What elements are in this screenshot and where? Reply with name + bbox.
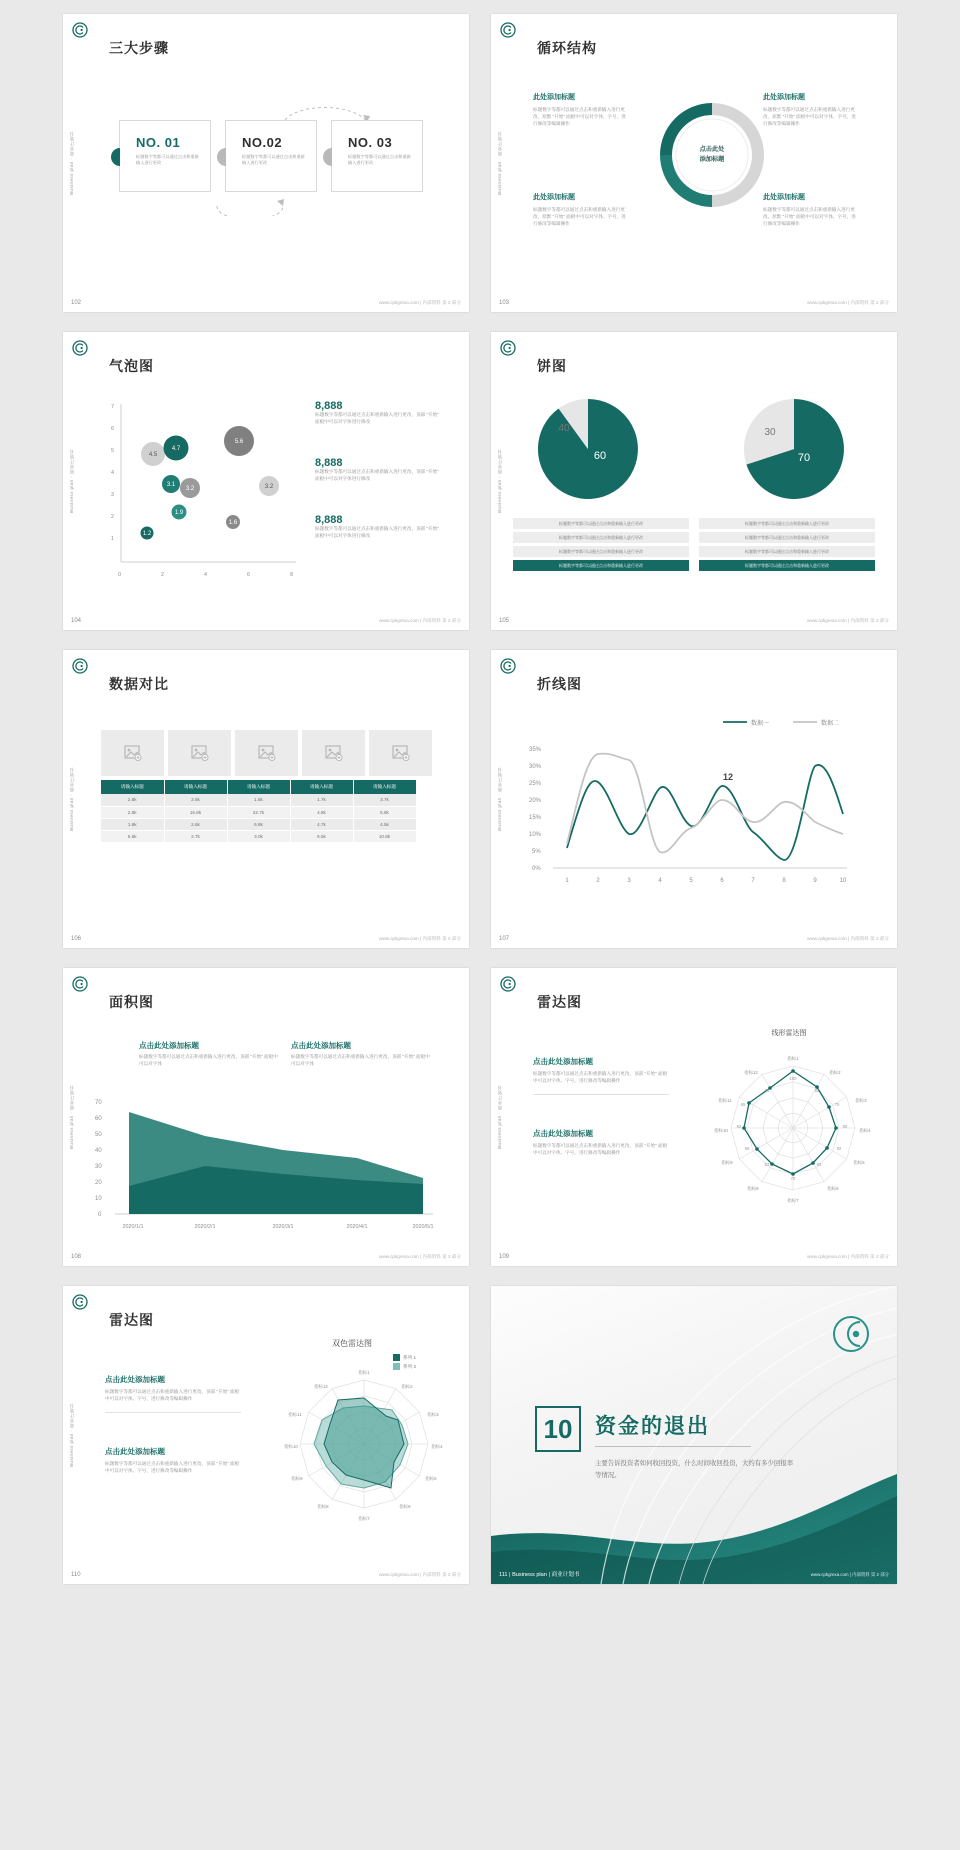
page-title: 面积图 xyxy=(109,994,154,1010)
svg-text:100: 100 xyxy=(789,1076,797,1081)
side-label: Business plan · 商业计划书 xyxy=(497,448,502,514)
footer-note: www.cpkgrexa.com | 内部资料 第 2 部分 xyxy=(379,936,461,941)
step-card-2[interactable] xyxy=(225,120,317,192)
svg-text:指标3: 指标3 xyxy=(427,1412,439,1417)
svg-text:6: 6 xyxy=(247,572,250,578)
svg-text:指标6: 指标6 xyxy=(827,1186,839,1191)
legend-item[interactable]: 标题数字等都可以通过点击和重新输入进行更改 xyxy=(699,532,875,543)
pie-legend-right xyxy=(699,518,875,574)
svg-text:1.2: 1.2 xyxy=(142,531,152,537)
svg-text:4.5: 4.5 xyxy=(148,452,158,458)
svg-text:2020/2/1: 2020/2/1 xyxy=(194,1224,216,1230)
cover-footer-note: www.cpkgrexa.com | 内部资料 第 2 部分 xyxy=(810,1572,889,1577)
stat-1-desc: 标题数字等都可以通过点击和重新输入进行更改，顶部 “开始” 面板中可以对字体进行修改 xyxy=(315,412,439,424)
table-cell: 3.0k xyxy=(227,830,290,842)
table-header-cell[interactable]: 请输入标题 xyxy=(101,780,164,794)
radar2-block-2[interactable] xyxy=(105,1446,241,1475)
side-label: Business plan · 商业计划书 xyxy=(69,130,74,196)
radar2-block-1-desc: 标题数字等都可以通过点击和重新输入进行更改，顶部 “开始” 面板中可以对字体、字号，进行修改等编辑操作 xyxy=(105,1389,240,1401)
svg-text:83: 83 xyxy=(764,1162,770,1167)
page-title: 循环结构 xyxy=(537,40,597,56)
page-number: 102 xyxy=(71,300,82,306)
legend-item-active[interactable]: 标题数字等都可以通过点击和重新输入进行更改 xyxy=(699,560,875,571)
svg-text:15%: 15% xyxy=(529,815,542,821)
image-placeholder[interactable] xyxy=(369,730,432,776)
section-desc: 主要告诉投资者如何收回投资，什么时间收回投资，大约有多少回报率等情况。 xyxy=(595,1460,794,1480)
step-number-3: NO. 03 xyxy=(348,135,393,150)
pie-chart-left xyxy=(533,394,643,504)
svg-text:95: 95 xyxy=(764,1088,770,1093)
radar2-block-2-desc: 标题数字等都可以通过点击和重新输入进行更改，顶部 “开始” 面板中可以对字体、字号，进行修改等编辑操作 xyxy=(105,1461,240,1473)
side-label: Business plan · 商业计划书 xyxy=(497,766,502,832)
company-logo-icon xyxy=(500,340,516,356)
page-number: 104 xyxy=(71,618,82,624)
svg-text:3.2: 3.2 xyxy=(264,484,274,490)
area-block-1-title: 点击此处添加标题 xyxy=(139,1041,199,1050)
footer-note: www.cpkgrexa.com | 内部资料 第 2 部分 xyxy=(807,936,889,941)
svg-text:指标3: 指标3 xyxy=(855,1098,867,1103)
page-number: 109 xyxy=(499,1254,510,1260)
bubble-chart xyxy=(91,394,306,594)
svg-text:指标8: 指标8 xyxy=(747,1186,759,1191)
page-title: 三大步骤 xyxy=(109,40,169,56)
page-number: 108 xyxy=(71,1254,82,1260)
page-title: 气泡图 xyxy=(109,358,154,374)
svg-text:0: 0 xyxy=(98,1212,102,1218)
svg-text:4: 4 xyxy=(658,878,662,884)
image-placeholder[interactable] xyxy=(168,730,231,776)
footer-note: www.cpkgrexa.com | 内部资料 第 2 部分 xyxy=(379,618,461,623)
svg-text:2020/4/1: 2020/4/1 xyxy=(346,1224,368,1230)
company-logo-icon xyxy=(500,976,516,992)
svg-text:60: 60 xyxy=(95,1116,102,1122)
svg-text:2020/5/1: 2020/5/1 xyxy=(412,1224,434,1230)
svg-text:25%: 25% xyxy=(529,781,542,787)
cycle-block-3-desc: 标题数字等都可以通过点击和重新输入进行更改，原默 “开始” 面板中可以对字体、字号，进行修改等编辑操作 xyxy=(533,207,626,226)
cycle-block-1[interactable] xyxy=(533,92,629,128)
side-label: Business plan · 商业计划书 xyxy=(69,766,74,832)
svg-text:92: 92 xyxy=(736,1124,742,1129)
table-cell: 5.6k xyxy=(101,830,164,842)
slide-102 xyxy=(63,14,469,312)
svg-text:3: 3 xyxy=(111,492,114,498)
svg-text:3.2: 3.2 xyxy=(185,486,195,492)
radar2-block-2-title: 点击此处添加标题 xyxy=(105,1447,165,1456)
radar-block-2-desc: 标题数字等都可以通过点击和重新输入进行更改，顶部 “开始” 面板中可以对字体、字号，进行修改等编辑操作 xyxy=(533,1143,668,1155)
svg-text:83: 83 xyxy=(816,1162,822,1167)
svg-text:9: 9 xyxy=(813,878,817,884)
svg-text:30: 30 xyxy=(764,427,776,438)
side-label: Business plan · 商业计划书 xyxy=(69,448,74,514)
side-label: Business plan · 商业计划书 xyxy=(497,1084,502,1150)
stat-1 xyxy=(315,400,443,426)
step-number-1: NO. 01 xyxy=(136,135,181,150)
radar2-block-1[interactable] xyxy=(105,1374,241,1413)
svg-text:3: 3 xyxy=(627,878,631,884)
svg-text:10: 10 xyxy=(95,1196,102,1202)
step-card-3[interactable] xyxy=(331,120,423,192)
image-placeholder[interactable] xyxy=(302,730,365,776)
area-chart xyxy=(93,1090,443,1250)
svg-text:4.7: 4.7 xyxy=(171,446,181,452)
legend-label-1: 系列 1 xyxy=(403,1354,417,1360)
cycle-block-4-title: 此处添加标题 xyxy=(763,194,805,201)
svg-text:1: 1 xyxy=(111,536,114,542)
svg-text:90: 90 xyxy=(744,1146,750,1151)
table-cell: 16.8k xyxy=(164,806,227,818)
svg-text:8: 8 xyxy=(290,572,293,578)
svg-text:1.6: 1.6 xyxy=(228,520,238,526)
cycle-block-4[interactable] xyxy=(763,192,859,228)
svg-text:指标7: 指标7 xyxy=(358,1516,370,1521)
svg-text:30: 30 xyxy=(95,1164,102,1170)
cycle-block-2[interactable] xyxy=(763,92,859,128)
legend-label-2: 系列 2 xyxy=(403,1363,417,1369)
footer-note: www.cpkgrexa.com | 内部资料 第 2 部分 xyxy=(807,300,889,305)
radar2-block-1-title: 点击此处添加标题 xyxy=(105,1375,165,1384)
slide-109 xyxy=(491,968,897,1266)
cycle-block-2-desc: 标题数字等都可以通过点击和重新输入进行更改，原默 “开始” 面板中可以对字体、字号，进行修改等编辑操作 xyxy=(763,107,856,126)
page-title: 折线图 xyxy=(537,676,582,692)
table-cell: 2.5k xyxy=(164,794,227,806)
image-placeholder-row xyxy=(101,730,432,776)
page-title: 数据对比 xyxy=(109,676,169,692)
radar-block-2-title: 点击此处添加标题 xyxy=(533,1129,593,1138)
table-row xyxy=(101,818,416,830)
svg-text:指标12: 指标12 xyxy=(744,1070,758,1075)
side-label: Business plan · 商业计划书 xyxy=(497,130,502,196)
svg-text:60: 60 xyxy=(593,450,607,462)
step-desc-1: 标题数字等都可以通过点击和重新输入进行更改 xyxy=(136,154,199,166)
slide-111-cover xyxy=(491,1286,897,1584)
step-number-2: NO.02 xyxy=(242,135,283,150)
slide-106 xyxy=(63,650,469,948)
svg-text:指标8: 指标8 xyxy=(317,1504,329,1509)
svg-text:50: 50 xyxy=(95,1132,102,1138)
svg-text:指标5: 指标5 xyxy=(853,1160,865,1165)
radar-chart-dual xyxy=(279,1358,449,1538)
section-number: 10 xyxy=(535,1406,581,1452)
svg-text:1: 1 xyxy=(565,878,569,884)
svg-text:指标1: 指标1 xyxy=(787,1056,799,1061)
line-chart xyxy=(527,716,867,906)
image-placeholder[interactable] xyxy=(235,730,298,776)
svg-text:6: 6 xyxy=(111,426,114,432)
radar-chart-line xyxy=(713,1044,873,1219)
svg-text:指标2: 指标2 xyxy=(401,1384,413,1389)
svg-text:70: 70 xyxy=(797,452,811,464)
cycle-block-4-desc: 标题数字等都可以通过点击和重新输入进行更改，原默 “开始” 面板中可以对字体、字号，进行修改等编辑操作 xyxy=(763,207,856,226)
side-label: Business plan · 商业计划书 xyxy=(69,1084,74,1150)
legend-item[interactable]: 标题数字等都可以通过点击和重新输入进行更改 xyxy=(699,518,875,529)
svg-text:指标7: 指标7 xyxy=(787,1198,799,1203)
step-desc-2: 标题数字等都可以通过点击和重新输入进行更改 xyxy=(242,154,305,166)
svg-text:4: 4 xyxy=(111,470,114,476)
svg-text:90: 90 xyxy=(842,1124,848,1129)
page-number: 105 xyxy=(499,618,510,624)
section-title: 资金的退出 xyxy=(595,1415,710,1438)
page-number: 103 xyxy=(499,300,510,306)
svg-text:70: 70 xyxy=(95,1100,102,1106)
table-cell: 4.5k xyxy=(353,818,416,830)
stat-1-number: 8,888 xyxy=(315,400,343,412)
radar-block-1[interactable] xyxy=(533,1056,669,1095)
radar-chart-title: 线形雷达图 xyxy=(771,1030,807,1037)
svg-text:30%: 30% xyxy=(529,764,542,770)
company-logo-icon xyxy=(72,658,88,674)
svg-text:5.6: 5.6 xyxy=(234,439,244,445)
area-block-1-desc: 标题数字等都可以通过点击和重新输入进行更改，顶部 “开始” 面板中可以对字体 xyxy=(139,1054,278,1066)
legend-item-active[interactable]: 标题数字等都可以通过点击和重新输入进行更改 xyxy=(513,560,689,571)
table-cell: 3.7k xyxy=(353,794,416,806)
svg-text:70: 70 xyxy=(834,1102,840,1107)
page-number: 107 xyxy=(499,936,510,942)
table-cell: 6.5k xyxy=(290,830,353,842)
slide-105 xyxy=(491,332,897,630)
table-header-cell[interactable]: 请输入标题 xyxy=(290,780,353,794)
stat-2 xyxy=(315,457,443,483)
svg-text:6: 6 xyxy=(720,878,724,884)
table-row xyxy=(101,830,416,842)
svg-text:12: 12 xyxy=(723,772,734,782)
svg-text:20: 20 xyxy=(95,1180,102,1186)
table-cell: 5.8k xyxy=(353,806,416,818)
table-cell: 1.6k xyxy=(227,794,290,806)
table-header-cell[interactable]: 请输入标题 xyxy=(164,780,227,794)
svg-text:指标12: 指标12 xyxy=(314,1384,328,1389)
svg-text:指标4: 指标4 xyxy=(859,1128,871,1133)
svg-text:20%: 20% xyxy=(529,798,542,804)
footer-note: www.cpkgrexa.com | 内部资料 第 2 部分 xyxy=(807,618,889,623)
svg-text:5: 5 xyxy=(689,878,693,884)
company-logo-icon xyxy=(500,22,516,38)
svg-text:40: 40 xyxy=(558,423,570,434)
table-header-cell[interactable]: 请输入标题 xyxy=(353,780,416,794)
svg-text:3.1: 3.1 xyxy=(166,482,176,488)
svg-text:92: 92 xyxy=(836,1146,842,1151)
svg-text:4: 4 xyxy=(204,572,207,578)
svg-text:95: 95 xyxy=(740,1102,746,1107)
company-logo-icon xyxy=(72,976,88,992)
svg-text:指标1: 指标1 xyxy=(358,1370,370,1375)
cycle-block-3-title: 此处添加标题 xyxy=(533,194,575,201)
svg-text:2020/1/1: 2020/1/1 xyxy=(122,1224,144,1230)
radar2-chart-title: 双色雷达图 xyxy=(332,1339,372,1348)
divider xyxy=(533,1094,669,1095)
table-cell: 2.8k xyxy=(101,794,164,806)
table-cell: 6.8k xyxy=(227,818,290,830)
svg-text:5: 5 xyxy=(111,448,114,454)
svg-text:10%: 10% xyxy=(529,832,542,838)
three-steps-diagram xyxy=(105,106,435,216)
svg-text:0%: 0% xyxy=(532,866,541,872)
svg-text:10: 10 xyxy=(839,878,847,884)
table-header-cell[interactable]: 请输入标题 xyxy=(227,780,290,794)
stat-2-desc: 标题数字等都可以通过点击和重新输入进行更改，顶部 “开始” 面板中可以对字体进行修改 xyxy=(315,469,439,481)
footer-note: www.cpkgrexa.com | 内部资料 第 2 部分 xyxy=(379,300,461,305)
radar-block-1-desc: 标题数字等都可以通过点击和重新输入进行更改，顶部 “开始” 面板中可以对字体、字号，进行修改等编辑操作 xyxy=(533,1071,668,1083)
table-cell: 4.7k xyxy=(290,818,353,830)
side-label: Business plan · 商业计划书 xyxy=(69,1402,74,1468)
svg-text:8: 8 xyxy=(782,878,786,884)
radar-block-2[interactable] xyxy=(533,1128,669,1157)
cover-footer: 111 | Business plan | 商业计划书 xyxy=(499,1572,580,1578)
svg-text:指标11: 指标11 xyxy=(288,1412,302,1417)
title-divider xyxy=(595,1446,751,1447)
table-cell: 1.7k xyxy=(290,794,353,806)
table-cell: 1.6k xyxy=(101,818,164,830)
cycle-block-2-title: 此处添加标题 xyxy=(763,94,805,101)
cycle-block-1-desc: 标题数字等都可以通过点击和重新输入进行更改，原默 “开始” 面板中可以对字体、字号，进行修改等编辑操作 xyxy=(533,107,626,126)
slide-104 xyxy=(63,332,469,630)
svg-text:数据二: 数据二 xyxy=(821,721,840,727)
area-block-2-title: 点击此处添加标题 xyxy=(291,1041,351,1050)
pie-chart-right xyxy=(739,394,849,504)
stat-2-number: 8,888 xyxy=(315,457,343,469)
svg-text:指标10: 指标10 xyxy=(714,1128,728,1133)
legend-item[interactable]: 标题数字等都可以通过点击和重新输入进行更改 xyxy=(513,532,689,543)
svg-text:指标5: 指标5 xyxy=(425,1476,437,1481)
stat-3-desc: 标题数字等都可以通过点击和重新输入进行更改，顶部 “开始” 面板中可以对字体进行修改 xyxy=(315,526,439,538)
table-cell: 22.7k xyxy=(227,806,290,818)
svg-text:7: 7 xyxy=(111,404,114,410)
table-header-row xyxy=(101,780,416,794)
image-placeholder[interactable] xyxy=(101,730,164,776)
pie-legend-left xyxy=(513,518,689,574)
legend-item[interactable]: 标题数字等都可以通过点击和重新输入进行更改 xyxy=(513,546,689,557)
step-card-1[interactable] xyxy=(119,120,211,192)
table-row xyxy=(101,806,416,818)
footer-note: www.cpkgrexa.com | 内部资料 第 2 部分 xyxy=(807,1254,889,1259)
svg-text:1.9: 1.9 xyxy=(174,510,184,516)
company-logo-icon xyxy=(500,658,516,674)
svg-text:2: 2 xyxy=(111,514,114,520)
page-number: 106 xyxy=(71,936,82,942)
slide-110 xyxy=(63,1286,469,1584)
svg-text:指标4: 指标4 xyxy=(431,1444,443,1449)
table-cell: 2.8k xyxy=(101,806,164,818)
svg-text:指标11: 指标11 xyxy=(718,1098,732,1103)
page-number: 110 xyxy=(71,1572,81,1578)
legend-item[interactable]: 标题数字等都可以通过点击和重新输入进行更改 xyxy=(513,518,689,529)
cycle-center-label[interactable]: 点击此处 添加标题 xyxy=(699,146,725,163)
svg-text:0: 0 xyxy=(118,572,121,578)
stat-3-number: 8,888 xyxy=(315,514,343,526)
footer-note: www.cpkgrexa.com | 内部资料 第 2 部分 xyxy=(379,1254,461,1259)
slide-103 xyxy=(491,14,897,312)
svg-text:指标2: 指标2 xyxy=(829,1070,841,1075)
page-title: 饼图 xyxy=(537,358,567,374)
svg-text:指标9: 指标9 xyxy=(721,1160,733,1165)
radar-block-1-title: 点击此处添加标题 xyxy=(533,1057,593,1066)
cycle-block-1-title: 此处添加标题 xyxy=(533,94,575,101)
table-cell: 10.8k xyxy=(353,830,416,842)
table-cell: 2.6k xyxy=(164,818,227,830)
svg-text:35%: 35% xyxy=(529,747,542,753)
stat-3 xyxy=(315,514,443,540)
slide-107 xyxy=(491,650,897,948)
svg-text:指标6: 指标6 xyxy=(399,1504,411,1509)
area-block-2[interactable] xyxy=(291,1040,431,1068)
slide-108 xyxy=(63,968,469,1266)
svg-text:2: 2 xyxy=(596,878,600,884)
svg-text:7: 7 xyxy=(751,878,755,884)
svg-text:92: 92 xyxy=(814,1088,820,1093)
data-table xyxy=(101,780,417,843)
company-logo-icon xyxy=(72,22,88,38)
table-cell: 2.7k xyxy=(164,830,227,842)
svg-text:2020/3/1: 2020/3/1 xyxy=(272,1224,294,1230)
table-cell: 4.8k xyxy=(290,806,353,818)
area-block-2-desc: 标题数字等都可以通过点击和重新输入进行更改，顶部 “开始” 面板中可以对字体 xyxy=(291,1054,430,1066)
svg-text:2: 2 xyxy=(161,572,164,578)
page-title: 雷达图 xyxy=(537,994,582,1010)
legend-item[interactable]: 标题数字等都可以通过点击和重新输入进行更改 xyxy=(699,546,875,557)
svg-text:数据一: 数据一 xyxy=(751,721,770,727)
divider xyxy=(105,1412,241,1413)
svg-text:指标9: 指标9 xyxy=(291,1476,303,1481)
area-block-1[interactable] xyxy=(139,1040,279,1068)
svg-text:5%: 5% xyxy=(532,849,541,855)
footer-note: www.cpkgrexa.com | 内部资料 第 2 部分 xyxy=(379,1572,461,1577)
table-row xyxy=(101,794,416,806)
company-logo-icon xyxy=(72,1294,88,1310)
step-desc-3: 标题数字等都可以通过点击和重新输入进行更改 xyxy=(348,154,411,166)
svg-text:40: 40 xyxy=(95,1148,102,1154)
cycle-block-3[interactable] xyxy=(533,192,629,228)
company-logo-icon xyxy=(72,340,88,356)
page-title: 雷达图 xyxy=(109,1312,154,1328)
svg-text:70: 70 xyxy=(790,1176,796,1181)
svg-text:指标10: 指标10 xyxy=(284,1444,298,1449)
